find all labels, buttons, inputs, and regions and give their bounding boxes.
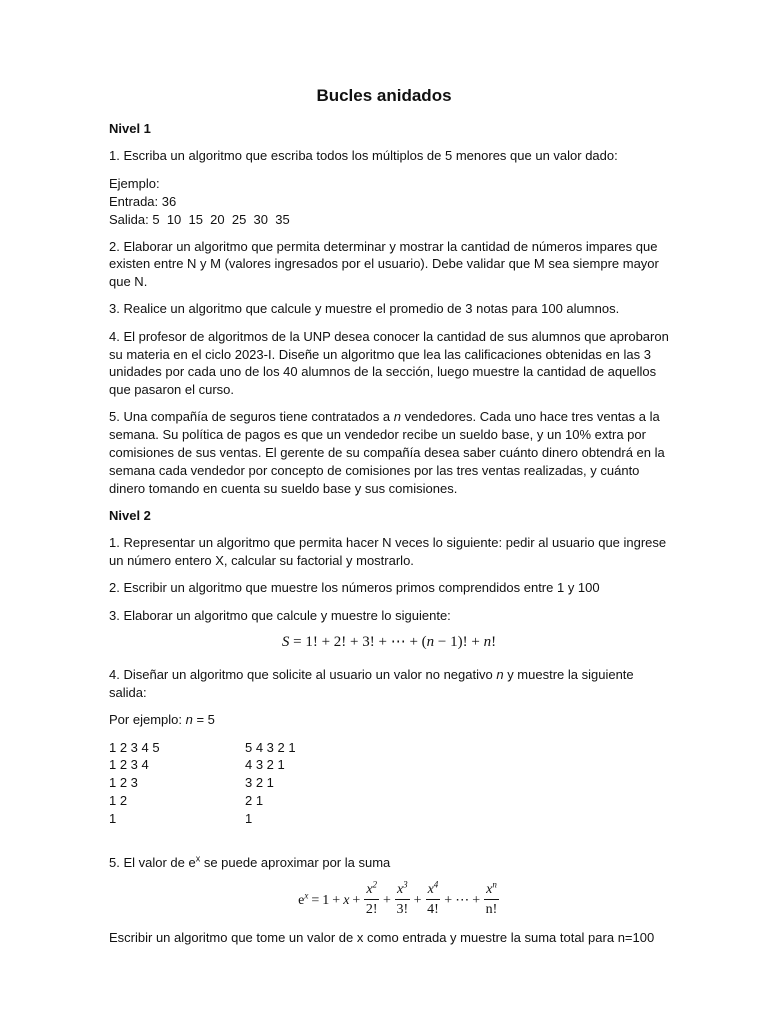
level-1-heading: Nivel 1: [109, 121, 151, 136]
q4-example-line: [109, 711, 669, 729]
level-1-question-4: 4. El profesor de algoritmos de la UNP desea conocer la cantidad de sus alumnos que aprobaron su materia en el ciclo 2023-I. Diseñe un algoritmo que lea las calificaciones obtenidas en las 3 unidades por cada uno de los 40 alumnos de la sección, luego muestre la cantidad de aquellos que pasaron el curso.: [109, 328, 669, 398]
factorial-sum-formula: S = 1! + 2! + 3! + ⋯ + (n − 1)! + n!: [281, 634, 497, 651]
level-1-example: [109, 175, 669, 229]
q5-l2-superscript: x: [195, 853, 201, 864]
pattern-left-row: 1 2 3: [109, 775, 138, 791]
level-1-question-5: [109, 408, 669, 497]
q5-text-before: 5. Una compañía de seguros tiene contratados a: [109, 409, 394, 425]
pattern-right-row: 1: [245, 810, 253, 826]
pattern-left-row: 1 2: [109, 793, 128, 809]
q5-l2-text-before: 5. El valor de e: [109, 854, 196, 870]
q4-variable: n: [496, 667, 504, 683]
level-2-question-3: 3. Elaborar un algoritmo que calcule y muestre lo siguiente:: [109, 607, 451, 623]
example-output: Salida: 5 10 15 20 25 30 35: [109, 211, 290, 227]
document-body: [109, 120, 669, 957]
q4-example-label: Por ejemplo:: [109, 712, 186, 728]
q4-example-value: = 5: [192, 712, 215, 728]
q5-variable: n: [393, 409, 401, 425]
level-2-heading: Nivel 2: [109, 507, 151, 523]
page-title: Bucles anidados: [316, 86, 452, 105]
number-pattern-output: [109, 739, 669, 828]
level-2-question-1: 1. Representar un algoritmo que permita hacer N veces lo siguiente: pedir al usuario que ingrese un número entero X, calcular su factorial y mostrarlo.: [109, 535, 667, 569]
exponential-series-formula: $e^x$ = 1 + x + $\frac{x^2}{2!}$ + $\frac{x^3}{3!}$ + $\frac{x^4}{4!}$ + ⋯ + $\frac{x^n}{n!}$: [298, 879, 498, 918]
level-2-question-4: [109, 666, 669, 702]
q4-example-variable: n: [185, 712, 193, 728]
level-1-question-2: 2. Elaborar un algoritmo que permita determinar y mostrar la cantidad de números impares que existen entre N y M (valores ingresados por el usuario). Debe validar que M sea siempre mayor que N.: [109, 238, 659, 290]
q4-text-after: y muestre la siguiente salida:: [109, 667, 634, 701]
level-1-question-1: 1. Escriba un algoritmo que escriba todos los múltiplos de 5 menores que un valor dado:: [109, 148, 618, 164]
level-2-question-2: 2. Escribir un algoritmo que muestre los números primos comprendidos entre 1 y 100: [109, 580, 600, 596]
pattern-left-row: 1: [109, 810, 117, 826]
level-2-question-5: [109, 854, 669, 872]
level-2-question-5-footer: Escribir un algoritmo que tome un valor de x como entrada y muestre la suma total para n=100: [109, 930, 655, 946]
q5-text-after: vendedores. Cada uno hace tres ventas a la semana. Su política de pagos es que un vendedor recibe un sueldo base, y un 10% extra por comisiones de sus ventas. El gerente de su compañía desea saber cuánto dinero obtendrá en la semana cada vendedor por concepto de comisiones por las tres ventas realizadas, y cuánto dinero tomando en cuenta su sueldo base y sus comisiones.: [109, 409, 665, 496]
example-label: Ejemplo:: [109, 175, 160, 191]
q5-l2-text-after: se puede aproximar por la suma: [200, 854, 391, 870]
pattern-right-row: 5 4 3 2 1: [245, 739, 296, 755]
pattern-right-row: 2 1: [245, 793, 264, 809]
level-1-question-3: 3. Realice un algoritmo que calcule y muestre el promedio de 3 notas para 100 alumnos.: [109, 301, 620, 317]
example-input: Entrada: 36: [109, 193, 177, 209]
pattern-right-row: 3 2 1: [245, 775, 274, 791]
pattern-left-row: 1 2 3 4 5: [109, 739, 160, 755]
q4-text-before: 4. Diseñar un algoritmo que solicite al usuario un valor no negativo: [109, 667, 497, 683]
pattern-left-row: 1 2 3 4: [109, 757, 149, 773]
pattern-right-row: 4 3 2 1: [245, 757, 285, 773]
